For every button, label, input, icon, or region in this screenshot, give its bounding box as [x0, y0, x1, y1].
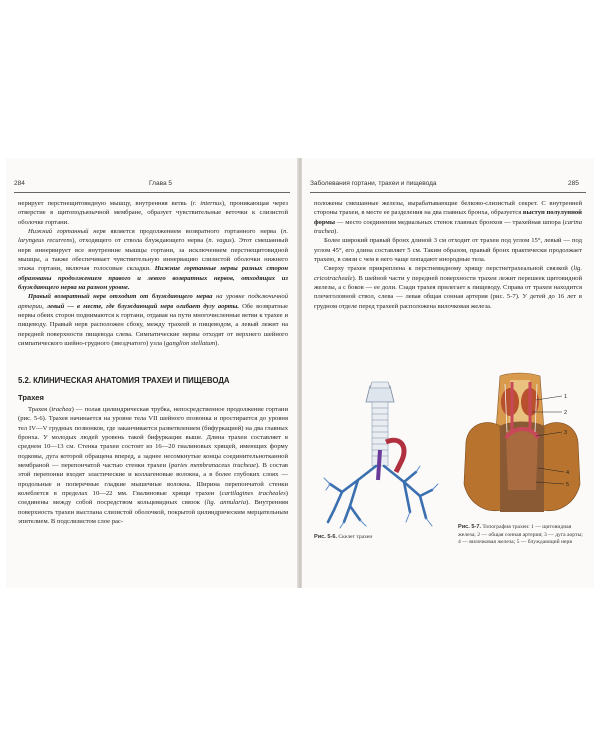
right-running-head: Заболевания гортани, трахеи и пищевода — [310, 180, 437, 187]
left-paragraph-3: Правый возвратный нерв отходит от блуждающего нерва на уровне подключичной артерии, левый — в месте, где блуждающий нерв огибает дугу аорты. Обе возвратные нервы обеих сторон поднимаются к гортани, отдавая на пути многочисленные ветви к трахее и пищеводу. Правый нерв расположен сбоку, между трахеей и пищеводом, а левый лежит на передней поверхности пищевода слева. Симпатические нервы отходят от верхнего шейного симпатического шейно-грудного (звездчатого) узла (ganglion stellatum). — [18, 293, 288, 348]
right-paragraph-2: Более широкий правый бронх длиной 3 см отходит от трахеи под углом 15°, левый — под углом 45°, его длина составляет 5 см. Таким образом, правый бронх практически продолжает трахею, в связи с чем в него чаще попадают инородные тела. — [314, 237, 582, 264]
figure-5-7-caption: Рис. 5-7. Топография трахеи: 1 — щитовидная железа; 2 — общая сонная артерия; 3 — дуга аорты; 4 — вилочковая железа; 5 — блуждающий нерв — [458, 524, 583, 546]
left-running-head: Глава 5 — [149, 180, 172, 187]
left-paragraph-4: Трахея (trachea) — полая цилиндрическая трубка, непосредственное продолжение гортани (рис. 5-6). Трахея начинается на уровне тела VII шейного позвонка и простирается до уровня тел IV—V грудных позвонков, где заканчивается разветвлением (бифуркацией) на два главных бронха. У молодых людей уровень такой бифуркации выше. Длина трахеи составляет в среднем 10—13 см. Стенка трахеи состоит из 16—20 гиалиновых хрящей, имеющих форму подковы, дуга которой обращена вперед, а заднее несомкнутые концы соединительнотканной мембраной — перепончатой частью стенки трахеи (paries membranaceus tracheae). В состав этой перепонки входят эластические и коллагеновые волокна, а в более глубоких слоях — продольные и поперечные гладкие мышечные волокна. Ширина перепончатой стенки колеблется в пределах 10—22 мм. Гиалиновые хрящи трахеи (cartilagines tracheales) соединены между собой посредством кольцевидных связок (lig. annularia). Внутренняя поверхность трахеи выстлана слизистой оболочкой, покрытой цилиндрическим мерцательным эпителием. В подслизистом слое рас- — [18, 406, 288, 526]
fig-label-5: 5 — [566, 482, 570, 488]
right-header-rule — [310, 192, 586, 193]
subsection-title: Трахея — [18, 393, 44, 402]
left-header-rule — [14, 192, 290, 193]
book-spread — [6, 158, 594, 588]
fig-label-2: 2 — [564, 410, 568, 416]
fig-label-4: 4 — [566, 470, 570, 476]
figure-5-6-trachea-skeleton — [320, 380, 440, 530]
left-paragraph-2: Нижний гортанный нерв является продолжением возвратного гортанного нерва (n. laryngeus recurrens), отходящего от ствола блуждающего нерва (n. vagus). Этот смешанный нерв иннервирует все внутренние мышцы гортани, за исключением перстнещитовидной мышцы, а также обеспечивает чувствительную иннервацию слизистой оболочки нижнего этажа гортани, включая голосовые складки. Нижние гортанные нервы разных сторон образованы продолжением правого и левого возвратных нервов, отходящих из блуждающего нерва на разном уровне. — [18, 228, 289, 292]
figure-5-7-trachea-topography — [460, 372, 584, 522]
right-paragraph-1: положены смешанные железы, вырабатывающие белково-слизистый секрет. С внутренней стороны трахеи, в месте ее разделения на два главных бронха, образуется выступ полулунной формы — место соединения медиальных стенок главных бронхов — трахейная шпора (carina trachea). — [314, 200, 582, 236]
left-page-number: 284 — [14, 180, 25, 187]
right-paragraph-3: Сверху трахея прикреплена к перстневидному хрящу перстнетрахеальной связкой (lig. cricotracheale). В шейной части у передней поверхности трахеи лежит перешеек щитовидной железы, а с боков — ее доли. Сзади трахея прилегает к пищеводу. Справа от трахеи находится плечеголовной ствол, слева — левая общая сонная артерия (рис. 5-7). У детей до 16 лет в грудном отделе перед трахеей расположена вилочковая железа. — [314, 265, 582, 310]
fig-label-1: 1 — [564, 394, 568, 400]
right-page-number: 285 — [568, 180, 579, 187]
larynx-cartilage — [366, 382, 394, 402]
right-page — [302, 158, 594, 588]
section-title: 5.2. КЛИНИЧЕСКАЯ АНАТОМИЯ ТРАХЕИ И ПИЩЕВОДА — [18, 376, 230, 385]
right-text — [314, 199, 582, 311]
left-text-bottom — [18, 405, 288, 526]
left-paragraph-1: нерирует перстнещитовидную мышцу, внутренняя ветвь (r. internus), проникающая через отверстие в щитоподъязычной мембране, образует чувствительные веточки к слизистой оболочке гортани. — [18, 200, 288, 226]
left-page — [6, 158, 298, 588]
left-text-top — [18, 199, 288, 349]
figure-5-6-caption: Рис. 5-6. Скелет трахеи — [314, 534, 373, 540]
fig-label-3: 3 — [564, 430, 568, 436]
